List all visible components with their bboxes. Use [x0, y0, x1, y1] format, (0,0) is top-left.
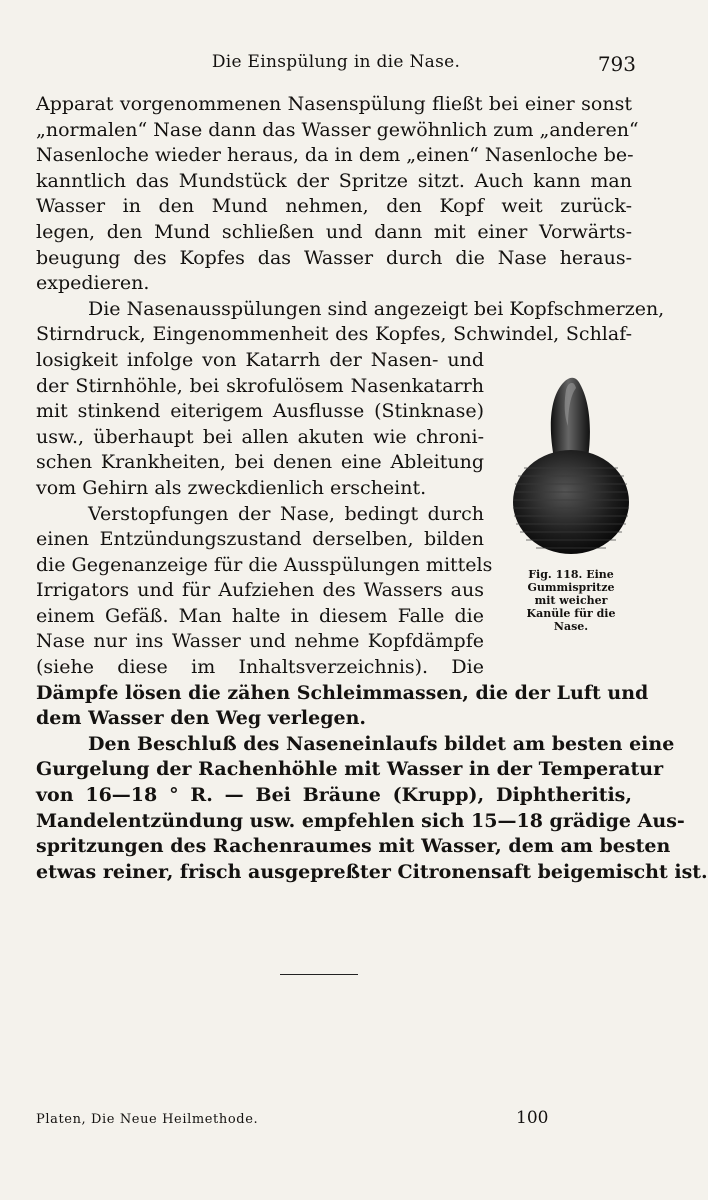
- text-line: mit stinkend eiterigem Ausflusse (Stinknase): [36, 400, 484, 423]
- section-divider: [280, 974, 358, 975]
- rubber-syringe-illustration: [508, 366, 634, 556]
- text-line: einen Entzündungszustand derselben, bilden: [36, 528, 484, 551]
- text-line: expedieren.: [36, 272, 150, 295]
- page-footer: [36, 1108, 636, 1136]
- text-line: Nase nur ins Wasser und nehme Kopfdämpfe: [36, 630, 484, 653]
- text-line: Apparat vorgenommenen Nasenspülung fließt bei einer sonst: [36, 93, 632, 115]
- text-line: Dämpfe lösen die zähen Schleimmassen, die der Luft und: [36, 681, 649, 704]
- text-line: kanntlich das Mundstück der Spritze sitzt. Auch kann man: [36, 169, 632, 192]
- text-line: Mandelentzündung usw. empfehlen sich 15—18 grädige Aus-: [36, 809, 685, 832]
- footer-sheet-number: 100: [516, 1108, 549, 1128]
- footer-imprint: Platen, Die Neue Heilmethode.: [36, 1112, 259, 1127]
- text-line: etwas reiner, frisch ausgepreßter Citronensaft beigemischt ist.: [36, 860, 708, 883]
- text-line: Verstopfungen der Nase, bedingt durch: [88, 502, 484, 525]
- text-line: Die Nasenausspülungen sind angezeigt bei Kopfschmerzen,: [88, 297, 665, 320]
- text-line: Wasser in den Mund nehmen, den Kopf weit zurück-: [36, 195, 632, 218]
- text-line: schen Krankheiten, bei denen eine Ableitung: [36, 451, 484, 474]
- caption-line: mit weicher: [534, 594, 608, 607]
- text-line: Nasenloche wieder heraus, da in dem „einen“ Nasenloche be-: [36, 144, 634, 167]
- text-line: vom Gehirn als zweckdienlich erscheint.: [36, 476, 427, 499]
- text-line: „normalen“ Nase dann das Wasser gewöhnlich zum „anderen“: [36, 118, 639, 141]
- text-line: dem Wasser den Weg verlegen.: [36, 707, 367, 730]
- caption-line: Nase.: [553, 620, 589, 633]
- text-line: Stirndruck, Eingenommenheit des Kopfes, Schwindel, Schlaf-: [36, 323, 632, 346]
- text-line: Den Beschluß des Naseneinlaufs bildet am besten eine: [88, 732, 675, 755]
- text-line: (siehe diese im Inhaltsverzeichnis). Die: [36, 656, 484, 679]
- text-line: Irrigators und für Aufziehen des Wassers aus: [36, 579, 484, 602]
- caption-line: Kanüle für die: [526, 607, 616, 620]
- caption-line: Gummispritze: [527, 581, 615, 594]
- text-line: spritzungen des Rachenraumes mit Wasser, dem am besten: [36, 835, 671, 858]
- page-number: 793: [597, 52, 636, 76]
- figure-rubber-syringe: [506, 366, 636, 633]
- text-line: usw., überhaupt bei allen akuten wie chroni-: [36, 425, 484, 448]
- caption-line: Fig. 118. Eine: [528, 568, 614, 581]
- running-head: Die Einspülung in die Nase.: [211, 52, 461, 72]
- text-line: der Stirnhöhle, bei skrofulösem Nasenkatarrh: [36, 374, 484, 397]
- text-line: losigkeit infolge von Katarrh der Nasen- und: [36, 348, 484, 371]
- text-line: Gurgelung der Rachenhöhle mit Wasser in der Temperatur: [36, 758, 664, 781]
- text-line: einem Gefäß. Man halte in diesem Falle die: [36, 604, 484, 627]
- page-header: [36, 52, 636, 80]
- text-line: von 16—18 ° R. — Bei Bräune (Krupp), Diphtheritis,: [36, 784, 632, 807]
- text-line: die Gegenanzeige für die Ausspülungen mittels: [36, 553, 493, 576]
- text-line: beugung des Kopfes das Wasser durch die Nase heraus-: [36, 246, 632, 269]
- text-line: legen, den Mund schließen und dann mit einer Vorwärts-: [36, 220, 632, 243]
- figure-caption: [506, 568, 636, 633]
